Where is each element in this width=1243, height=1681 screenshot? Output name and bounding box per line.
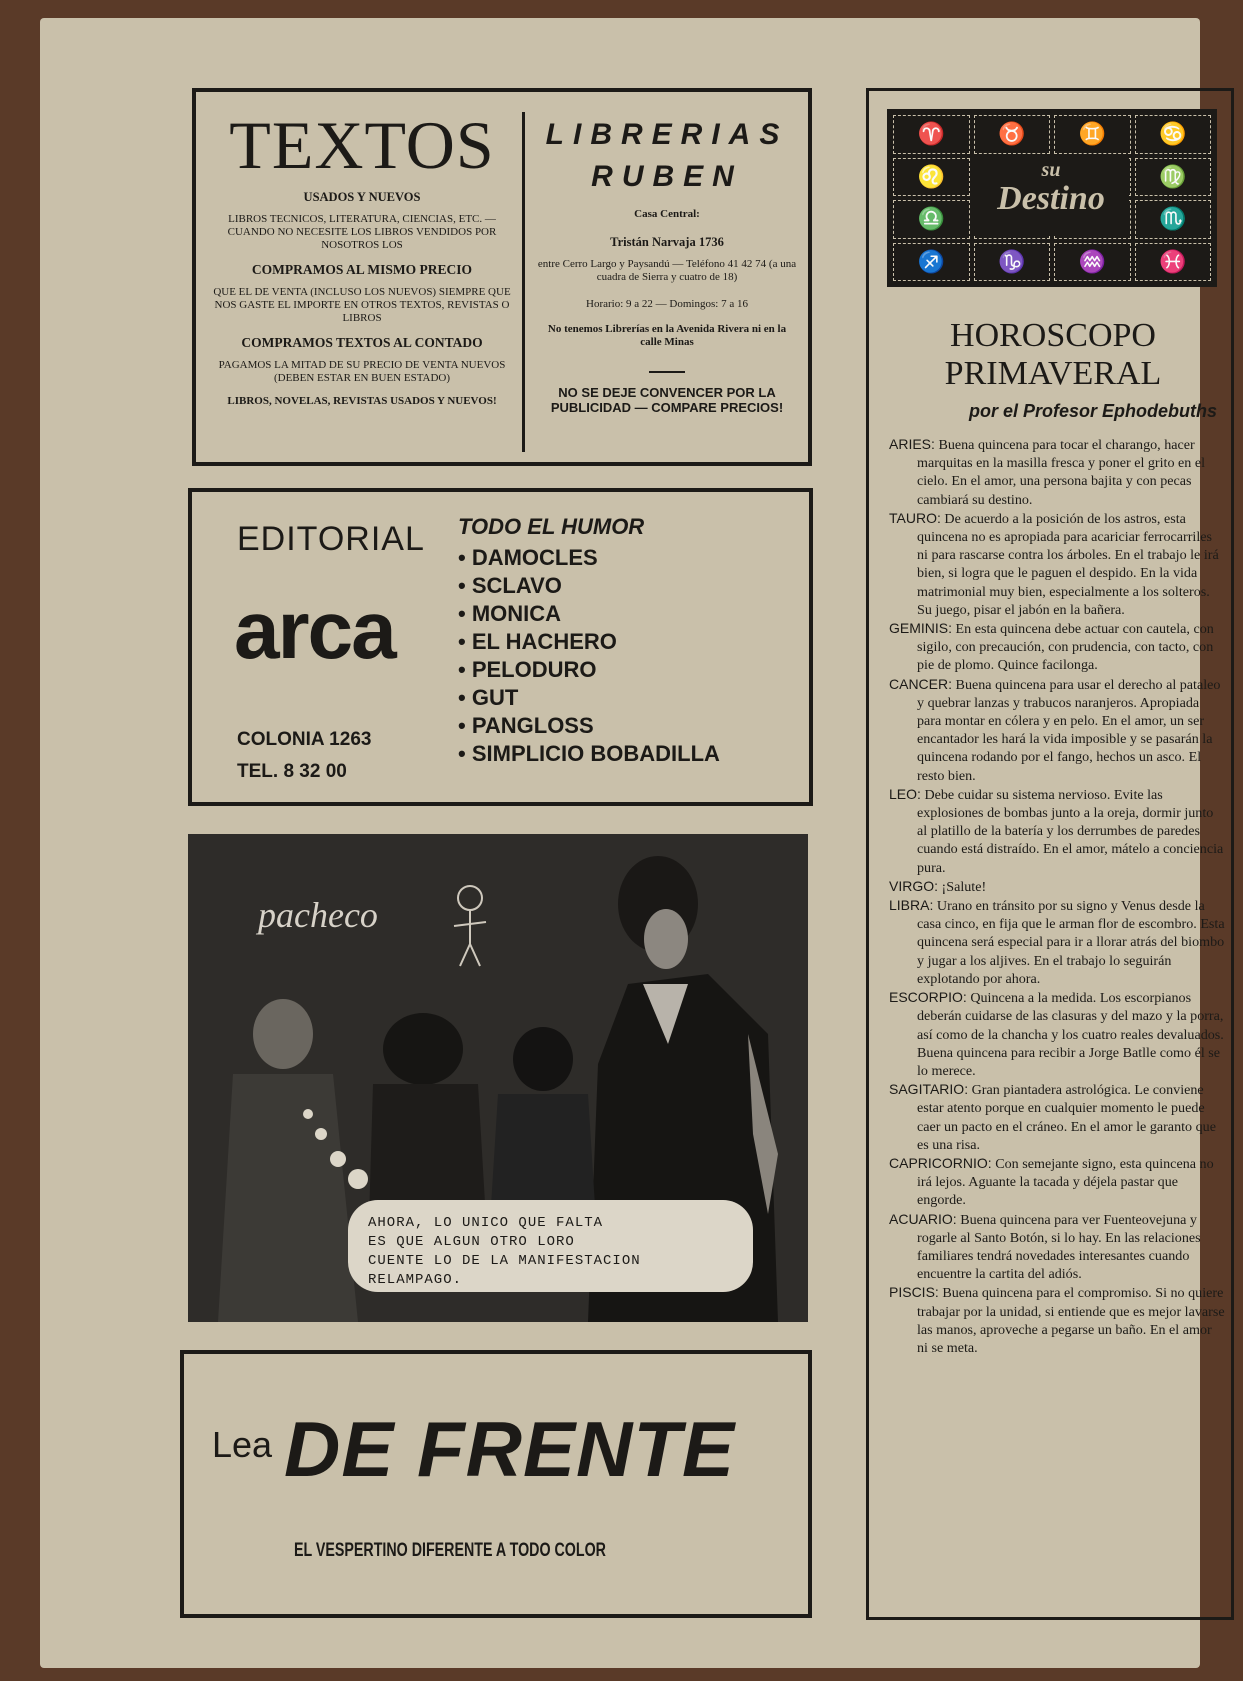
sign-name: TAURO: bbox=[889, 509, 941, 526]
editorial-arca-ad bbox=[188, 488, 813, 806]
sign-entry bbox=[889, 877, 1225, 896]
speech-bubble bbox=[348, 1200, 753, 1292]
zodiac-icon: ♈ bbox=[893, 115, 970, 154]
textos-column bbox=[210, 107, 514, 408]
su-destino-title bbox=[973, 157, 1129, 235]
librerias-title-line-1: LIBRERIAS bbox=[545, 118, 789, 151]
textos-paragraph-4: LIBROS, NOVELAS, REVISTAS USADOS Y NUEVOS! bbox=[227, 395, 497, 407]
sign-entry bbox=[889, 619, 1225, 675]
zodiac-icon: ♏ bbox=[1135, 200, 1212, 239]
sign-text: En esta quincena debe actuar con cautela, con sigilo, con precaución, con prudencia, con tacto, con pie de plomo. Quince facilonga. bbox=[917, 621, 1214, 674]
sign-name: GEMINIS: bbox=[889, 620, 953, 637]
sign-text: Con semejante signo, esta quincena no irá lejos. Aguante la tacada y déjela pastar que engorde. bbox=[917, 1155, 1214, 1209]
sign-name: SAGITARIO: bbox=[889, 1081, 969, 1098]
sign-entry bbox=[889, 435, 1225, 509]
humor-title: • GUT bbox=[458, 684, 720, 712]
sign-name: ACUARIO: bbox=[889, 1210, 957, 1227]
textos-ad bbox=[192, 88, 812, 466]
zodiac-icon: ♉ bbox=[974, 115, 1051, 154]
zodiac-icon: ♓ bbox=[1135, 243, 1212, 282]
sign-text: Quincena a la medida. Los escorpianos deberán cuidarse de las clasuras y del mazo y la porra, así como de la chancha y los cuatro reales devaluados. Buena quincena para recibir a Jorge Batlle como él se lo merece. bbox=[917, 990, 1224, 1079]
classroom-photo bbox=[188, 834, 808, 1322]
bubble-text bbox=[368, 1214, 641, 1290]
sign-text: Buena quincena para usar el derecho al pataleo y quebrar lanzas y trabucos naranjeros. Apropiada para montar en cólera y en pelo. En el amor, un ser encantador les hará la vida imposible y se pasarán la quincena rodando por el fango, hechos un asco. El resto bien. bbox=[917, 676, 1221, 784]
magazine-page bbox=[40, 18, 1225, 1668]
humor-title: • DAMOCLES bbox=[458, 544, 720, 572]
de-frente-ad bbox=[180, 1350, 812, 1618]
horoscope-title-line-1: HOROSCOPO bbox=[950, 317, 1156, 354]
editorial-contact bbox=[237, 724, 371, 788]
short-rule bbox=[649, 371, 685, 373]
horoscope-title bbox=[889, 317, 1217, 393]
sign-text: Buena quincena para tocar el charango, hacer marquitas en la masilla fresca y poner el grito en el cielo. En el amor, una persona bajita y con pecas cambiará su destino. bbox=[917, 437, 1206, 508]
horoscope-author: por el Profesor Ephodebuths bbox=[968, 401, 1217, 421]
de-frente-title: DE FRENTE bbox=[284, 1405, 736, 1493]
librerias-column bbox=[536, 114, 798, 415]
zodiac-icon: ♎ bbox=[893, 200, 970, 239]
sign-name: LIBRA: bbox=[889, 897, 934, 914]
sign-entry bbox=[889, 896, 1225, 988]
zodiac-icon: ♌ bbox=[893, 158, 970, 197]
textos-paragraph-2: QUE EL DE VENTA (INCLUSO LOS NUEVOS) SIEMPRE QUE NOS GASTE EL IMPORTE EN OTROS TEXTOS, REVISTAS O LIBROS bbox=[213, 286, 511, 324]
sign-entry bbox=[889, 675, 1225, 785]
banner-su: su bbox=[1041, 159, 1061, 181]
textos-heading-2: COMPRAMOS AL MISMO PRECIO bbox=[251, 262, 473, 277]
librerias-address: Tristán Narvaja 1736 bbox=[610, 235, 724, 249]
zodiac-icon: ♑ bbox=[974, 243, 1051, 282]
editorial-address: COLONIA 1263 bbox=[237, 729, 372, 750]
librerias-title bbox=[536, 114, 798, 198]
de-frente-lea: Lea bbox=[212, 1424, 273, 1465]
textos-subtitle: USADOS Y NUEVOS bbox=[303, 190, 421, 204]
sign-text: Debe cuidar su sistema nervioso. Evite las explosiones de bombas junto a la oreja, dormir junto al platillo de la batería y los derrumbes de paredes cuando está distraído. En el amor, mátelo a conciencia pura. bbox=[917, 786, 1224, 876]
sign-entry bbox=[889, 988, 1225, 1080]
zodiac-icon: ♐ bbox=[893, 243, 970, 282]
sign-text: Gran piantadera astrológica. Le conviene estar atento porque en cualquier momento le puede caer un pacto en el cráneo. En el amor le garanto que es una risa. bbox=[917, 1082, 1216, 1153]
sign-entry bbox=[889, 1210, 1225, 1284]
sign-name: VIRGO: bbox=[889, 877, 939, 894]
humor-heading: TODO EL HUMOR bbox=[458, 514, 645, 539]
bubble-line: ES QUE ALGUN OTRO LORO bbox=[368, 1234, 575, 1250]
zodiac-icon: ♒ bbox=[1054, 243, 1131, 282]
textos-heading-3: COMPRAMOS TEXTOS AL CONTADO bbox=[241, 335, 483, 350]
sign-text: Buena quincena para el compromiso. Si no quiere trabajar por la unidad, si entiende que es mejor lavarse las manos, aproveche a pegarse un baño. En el amor ni se meta. bbox=[917, 1285, 1225, 1356]
humor-list bbox=[458, 514, 720, 768]
bubble-line: CUENTE LO DE LA MANIFESTACION bbox=[368, 1253, 641, 1269]
casa-central: Casa Central: bbox=[634, 208, 700, 220]
librerias-slogan: NO SE DEJE CONVENCER POR LA PUBLICIDAD — COMPARE PRECIOS! bbox=[550, 385, 784, 415]
horoscope-column bbox=[866, 88, 1234, 1620]
sign-name: ARIES: bbox=[889, 436, 935, 452]
zodiac-icon: ♍ bbox=[1135, 158, 1212, 197]
sign-entry bbox=[889, 509, 1225, 619]
horoscope-signs bbox=[889, 435, 1225, 1357]
editorial-phone: TEL. 8 32 00 bbox=[237, 761, 347, 782]
de-frente-subtitle: EL VESPERTINO DIFERENTE A TODO COLOR bbox=[294, 1540, 606, 1561]
humor-title: • EL HACHERO bbox=[458, 628, 720, 656]
librerias-title-line-2: RUBEN bbox=[591, 160, 743, 193]
sign-name: PISCIS: bbox=[889, 1284, 939, 1301]
librerias-hours: Horario: 9 a 22 — Domingos: 7 a 16 bbox=[586, 298, 748, 310]
textos-paragraph-3: PAGAMOS LA MITAD DE SU PRECIO DE VENTA NUEVOS (DEBEN ESTAR EN BUEN ESTADO) bbox=[218, 359, 506, 384]
sign-text: Buena quincena para ver Fuenteovejuna y rogarle al Santo Botón, si lo hay. En las relaciones familiares tendrá novedades interesantes cuando encuentre la cartita del adiós. bbox=[917, 1211, 1201, 1283]
sign-entry bbox=[889, 785, 1225, 877]
su-destino-banner bbox=[887, 109, 1217, 287]
bubble-line: AHORA, LO UNICO QUE FALTA bbox=[368, 1215, 604, 1231]
textos-paragraph-1: LIBROS TECNICOS, LITERATURA, CIENCIAS, ETC. — CUANDO NO NECESITE LOS LIBROS VENDIDOS POR NOSOTROS LOS bbox=[227, 213, 497, 251]
sign-name: CANCER: bbox=[889, 675, 953, 692]
bubble-line: RELAMPAGO. bbox=[368, 1272, 463, 1288]
sign-text: Urano en tránsito por su signo y Venus desde la casa cinco, en fija que le arman flor de escombro. Esta quincena será especial para ir a llorar atrás del biombo y jugar a los aljives. En el trabajo lo seguirán explotando por ahora. bbox=[917, 898, 1225, 987]
sign-entry bbox=[889, 1283, 1225, 1357]
zodiac-icon: ♊ bbox=[1054, 115, 1131, 154]
humor-title: • SIMPLICIO BOBADILLA bbox=[458, 740, 720, 768]
sign-entry bbox=[889, 1080, 1225, 1154]
humor-title: • PANGLOSS bbox=[458, 712, 720, 740]
horoscope-title-line-2: PRIMAVERAL bbox=[944, 355, 1162, 392]
librerias-between: entre Cerro Largo y Paysandú — Teléfono 41 42 74 (a una cuadra de Sierra y cuatro de 18) bbox=[537, 258, 797, 283]
sign-name: ESCORPIO: bbox=[889, 989, 967, 1006]
chalk-writing: pacheco bbox=[258, 895, 378, 935]
sign-entry bbox=[889, 1154, 1225, 1210]
humor-title: • PELODURO bbox=[458, 656, 720, 684]
sign-text: De acuerdo a la posición de los astros, esta quincena no es apropiada para acariciar ferrocarriles ni para rascarse contra los árboles. En el trabajo le irá bien, si logra que le paguen el despido. En la vida matrimonial muy bien, especialmente a los solteros. Su juego, pisar el jabón en la bañera. bbox=[917, 510, 1219, 618]
sign-name: LEO: bbox=[889, 785, 921, 802]
banner-destino: Destino bbox=[997, 180, 1105, 217]
humor-title: • SCLAVO bbox=[458, 572, 720, 600]
librerias-note: No tenemos Librerías en la Avenida Rivera ni en la calle Minas bbox=[547, 323, 787, 348]
editorial-word: EDITORIAL bbox=[237, 520, 425, 558]
arca-logo: arca bbox=[234, 585, 395, 676]
sign-name: CAPRICORNIO: bbox=[889, 1154, 992, 1171]
zodiac-icon: ♋ bbox=[1135, 115, 1212, 154]
sign-text: ¡Salute! bbox=[941, 878, 987, 895]
humor-title: • MONICA bbox=[458, 600, 720, 628]
textos-title: TEXTOS bbox=[229, 107, 495, 183]
column-divider bbox=[522, 112, 525, 452]
